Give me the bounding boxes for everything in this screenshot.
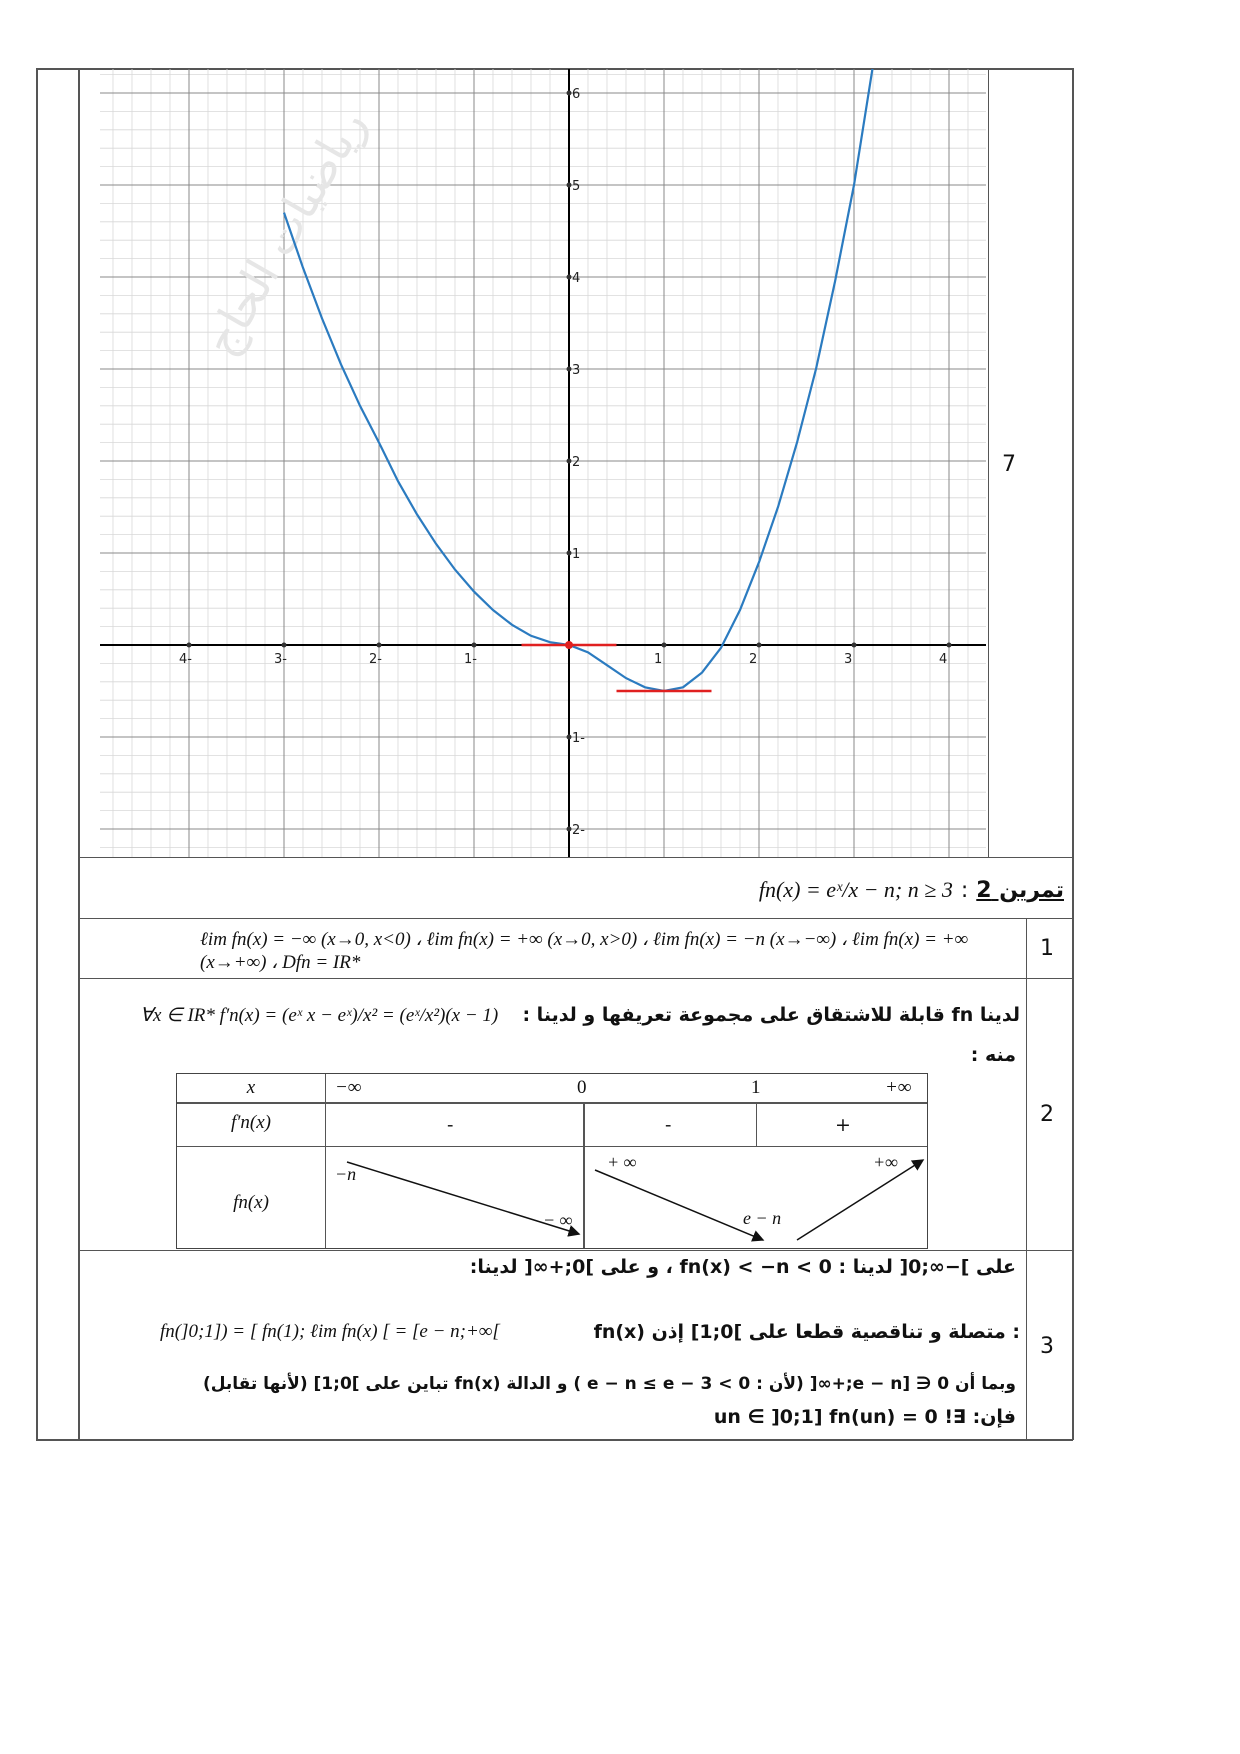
vt-arrow-decr-1	[347, 1162, 579, 1234]
watermark: رياضيات الحاج	[192, 100, 377, 365]
q3-line1: على ]−∞;0[ لدينا : fn(x) < −n < 0 ، و على ]0;+∞[ لدينا:	[469, 1256, 1016, 1278]
q2-line2: منه :	[970, 1044, 1016, 1066]
q2-derivative: ∀x ∈ IR* f′n(x) = (eˣ x − eˣ)/x² = (eˣ/x²)(x − 1)	[140, 1004, 499, 1026]
graph-num-divider	[988, 68, 989, 858]
y-tick-label: 3	[572, 363, 581, 378]
q2-line1	[140, 995, 1020, 1035]
vt-arrow-decr-2	[595, 1170, 763, 1240]
y-tick-label: 1-	[572, 731, 585, 746]
y-tick-label: 6	[572, 87, 581, 102]
vt-arrow-incr	[797, 1160, 923, 1240]
y-tick-label: 5	[572, 179, 581, 194]
row-divider-q1	[78, 978, 1073, 979]
y-tick-dot	[567, 551, 572, 556]
vt-x-one: 1	[751, 1077, 761, 1098]
vt-f-label: fn(x)	[233, 1192, 269, 1213]
exercise-title: تمرين 2	[976, 877, 1064, 903]
x-tick-label: 1-	[464, 652, 477, 667]
x-tick-dot	[472, 643, 477, 648]
vt-sign-1: -	[447, 1114, 454, 1136]
q2-number: 2	[1040, 1102, 1054, 1127]
vt-x-pos-inf: +∞	[885, 1077, 912, 1098]
vt-x-label: x	[246, 1077, 256, 1098]
variation-table	[176, 1073, 928, 1249]
x-tick-label: 1	[654, 652, 663, 667]
x-tick-dot	[377, 643, 382, 648]
vt-x-zero: 0	[577, 1077, 587, 1098]
q3-number: 3	[1040, 1334, 1054, 1359]
y-tick-label: 4	[572, 271, 581, 286]
vt-arrows	[177, 1074, 927, 1248]
x-tick-label: 2-	[369, 652, 382, 667]
function-curve	[284, 69, 873, 691]
row-divider-graph	[78, 857, 1073, 858]
origin-point	[565, 641, 573, 649]
outer-right-border	[1072, 68, 1074, 1440]
row-divider-q2	[78, 1250, 1073, 1251]
q3-line4: فإن: ∃! un ∈ ]0;1] fn(un) = 0	[713, 1406, 1016, 1428]
q1-limits: ℓim fn(x) = −∞ (x→0, x<0) ، ℓim fn(x) = +∞ (x→0, x>0) ، ℓim fn(x) = −n (x→−∞) ، ℓim fn(x) = +∞ (x→+∞) ، Dfn = IR*	[200, 929, 969, 973]
y-tick-dot	[567, 91, 572, 96]
inner-left-border	[78, 68, 80, 1440]
vt-sign-2: -	[665, 1114, 672, 1136]
row-number-7: 7	[1002, 452, 1016, 477]
x-tick-dot	[757, 643, 762, 648]
x-tick-dot	[282, 643, 287, 648]
x-tick-dot	[662, 643, 667, 648]
exercise-colon: :	[960, 877, 969, 903]
x-tick-label: 4-	[179, 652, 192, 667]
exercise-header	[184, 862, 1064, 918]
vt-x-neg-inf: −∞	[335, 1077, 362, 1098]
q3-line3: وبما أن 0 ∈ [e − n;+∞[ (لأن : e − n ≤ e − 3 < 0 ) و الدالة fn(x) تباين على ]0;1] (لأنها تقابل)	[202, 1374, 1016, 1394]
vt-sign-3: +	[835, 1114, 851, 1136]
q1-number: 1	[1040, 936, 1054, 961]
q3-line2	[160, 1302, 1020, 1362]
q3-image-interval: fn(]0;1]) = [ fn(1); ℓim fn(x) [ = [e − n;+∞[	[160, 1321, 500, 1342]
exercise-definition: fn(x) = eˣ/x − n; n ≥ 3	[758, 877, 953, 902]
vt-deriv-label: f′n(x)	[230, 1112, 272, 1133]
vt-f-pos-inf-left: + ∞	[607, 1152, 637, 1172]
q2-intro: لدينا fn قابلة للاشتقاق على مجموعة تعريفها و لدينا :	[522, 1004, 1020, 1026]
outer-left-border	[36, 68, 38, 1440]
bottom-border	[36, 1439, 1073, 1441]
y-tick-label: 2	[572, 455, 581, 470]
function-graph	[100, 69, 986, 857]
y-tick-dot	[567, 367, 572, 372]
x-tick-label: 2	[749, 652, 758, 667]
row-divider-title	[78, 918, 1073, 919]
x-tick-label: 4	[939, 652, 948, 667]
q3-continuity: fn(x) متصلة و تناقصية قطعا على ]0;1] إذن :	[593, 1321, 1020, 1343]
num-col-border	[1026, 918, 1027, 1440]
y-tick-dot	[567, 827, 572, 832]
x-tick-dot	[187, 643, 192, 648]
y-tick-label: 2-	[572, 823, 585, 838]
x-tick-dot	[947, 643, 952, 648]
x-tick-dot	[852, 643, 857, 648]
vt-f-e-minus-n: e − n	[743, 1208, 782, 1228]
y-tick-dot	[567, 735, 572, 740]
y-tick-dot	[567, 275, 572, 280]
y-tick-label: 1	[572, 547, 581, 562]
x-tick-label: 3-	[274, 652, 287, 667]
x-tick-label: 3	[844, 652, 853, 667]
y-tick-dot	[567, 183, 572, 188]
vt-f-pos-inf-right: +∞	[873, 1152, 898, 1172]
y-tick-dot	[567, 459, 572, 464]
vt-f-neg-n: −n	[335, 1164, 357, 1184]
vt-f-neg-inf: − ∞	[543, 1210, 573, 1230]
